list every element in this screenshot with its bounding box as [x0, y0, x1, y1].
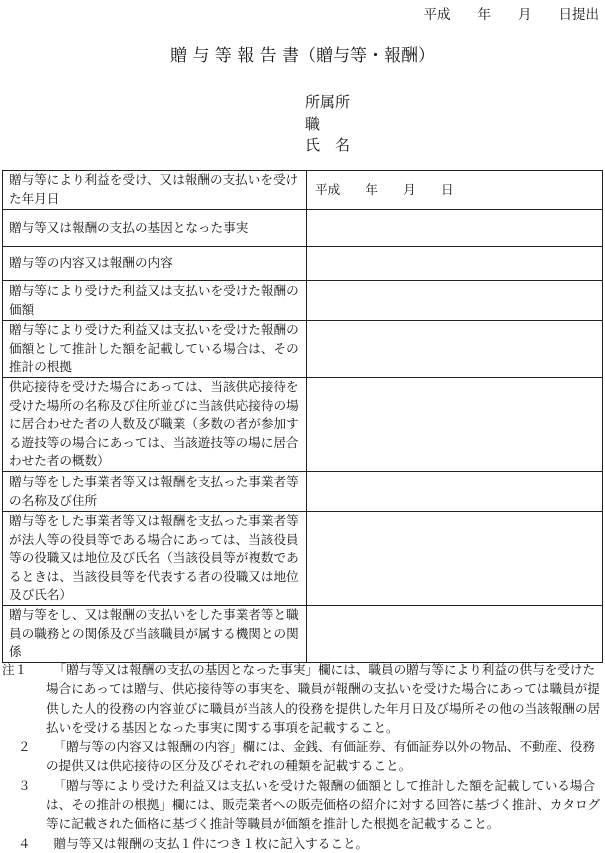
row-value-field[interactable] — [307, 605, 603, 662]
note-number: ３ — [18, 777, 31, 793]
row-label: 贈与等により受けた利益又は支払いを受けた報酬の価額 — [3, 281, 307, 321]
note-item — [0, 660, 605, 737]
row-value-field[interactable] — [307, 321, 603, 378]
name-label: 氏 名 — [305, 136, 351, 154]
table-row — [3, 247, 603, 281]
submission-date: 平成 年 月 日提出 — [423, 7, 599, 23]
row-value-field[interactable]: 平成 年 月 日 — [307, 171, 603, 210]
note-text: 「贈与等又は報酬の支払の基因となった事実」欄には、職員の贈与等により利益の供与を受けた場合にあっては贈与、供応接待等の事実を、職員が報酬の支払いを受けた場合にあっては職員が提供した人的役務の内容並びに職員が当該人的役務を提供した年月日及び場所その他の当該報酬の居払いを受ける基因となった事実に関する事項を記載すること。 — [46, 662, 601, 735]
row-value-field[interactable] — [307, 472, 603, 512]
note-item — [0, 776, 605, 834]
table-row — [3, 171, 603, 210]
note-item — [0, 737, 605, 776]
report-table — [2, 170, 603, 663]
note-number: ４ — [18, 835, 31, 851]
row-value-field[interactable] — [307, 247, 603, 281]
table-row — [3, 512, 603, 606]
table-row — [3, 281, 603, 321]
note-text: 贈与等又は報酬の支払１件につき１枚に記入すること。 — [53, 835, 369, 851]
table-row — [3, 472, 603, 512]
row-label: 贈与等をし、又は報酬の支払いをした事業者等と職員の職務との関係及び当該職員が属する機関との関係 — [3, 605, 307, 662]
row-value-field[interactable] — [307, 512, 603, 606]
notes-section — [0, 660, 605, 853]
row-label: 贈与等により受けた利益又は支払いを受けた報酬の価額として推計した額を記載している場合は、その推計の根拠 — [3, 321, 307, 378]
note-text: 「贈与等により受けた利益又は支払いを受けた報酬の価額として推計した額を記載している場合は、その推計の根拠」欄には、販売業者への販売価格の紹介に対する回答に基づく推計、カタログ等に記載された価格に基づく推計等職員が価額を推計した根拠を記載すること。 — [46, 777, 601, 832]
table-row — [3, 321, 603, 378]
row-label: 供応接待を受けた場合にあっては、当該供応接待を受けた場所の名称及び住所並びに当該供応接待の場に居合わせた者の人数及び職業（多数の者が参加する遊技等の場合にあっては、当該遊技等の場に居合わせた者の概数） — [3, 378, 307, 472]
document-title: 贈 与 等 報 告 書（贈与等・報酬） — [169, 46, 436, 66]
affiliation-label: 所属所 — [305, 93, 351, 111]
table-row — [3, 378, 603, 472]
row-label: 贈与等により利益を受け、又は報酬の支払いを受けた年月日 — [3, 171, 307, 210]
note-number: ２ — [18, 739, 31, 755]
row-label: 贈与等又は報酬の支払の基因となった事実 — [3, 210, 307, 247]
row-value-field[interactable] — [307, 378, 603, 472]
row-label: 贈与等をした事業者等又は報酬を支払った事業者等が法人等の役員等である場合にあっては、当該役員等の役職又は地位及び氏名（当該役員等が複数であるときは、当該役員等を代表する者の役職又は地位及び氏名） — [3, 512, 307, 606]
position-label: 職 — [305, 115, 321, 133]
table-row — [3, 605, 603, 662]
row-value-field[interactable] — [307, 210, 603, 247]
row-value-field[interactable] — [307, 281, 603, 321]
note-number: 注１ — [2, 662, 28, 677]
table-row — [3, 210, 603, 247]
row-label: 贈与等の内容又は報酬の内容 — [3, 247, 307, 281]
note-text: 「贈与等の内容又は報酬の内容」欄には、金銭、有価証券、有価証券以外の物品、不動産、役務の提供又は供応接待の区分及びそれぞれの種類を記載すること。 — [46, 739, 596, 774]
row-label: 贈与等をした事業者等又は報酬を支払った事業者等の名称及び住所 — [3, 472, 307, 512]
